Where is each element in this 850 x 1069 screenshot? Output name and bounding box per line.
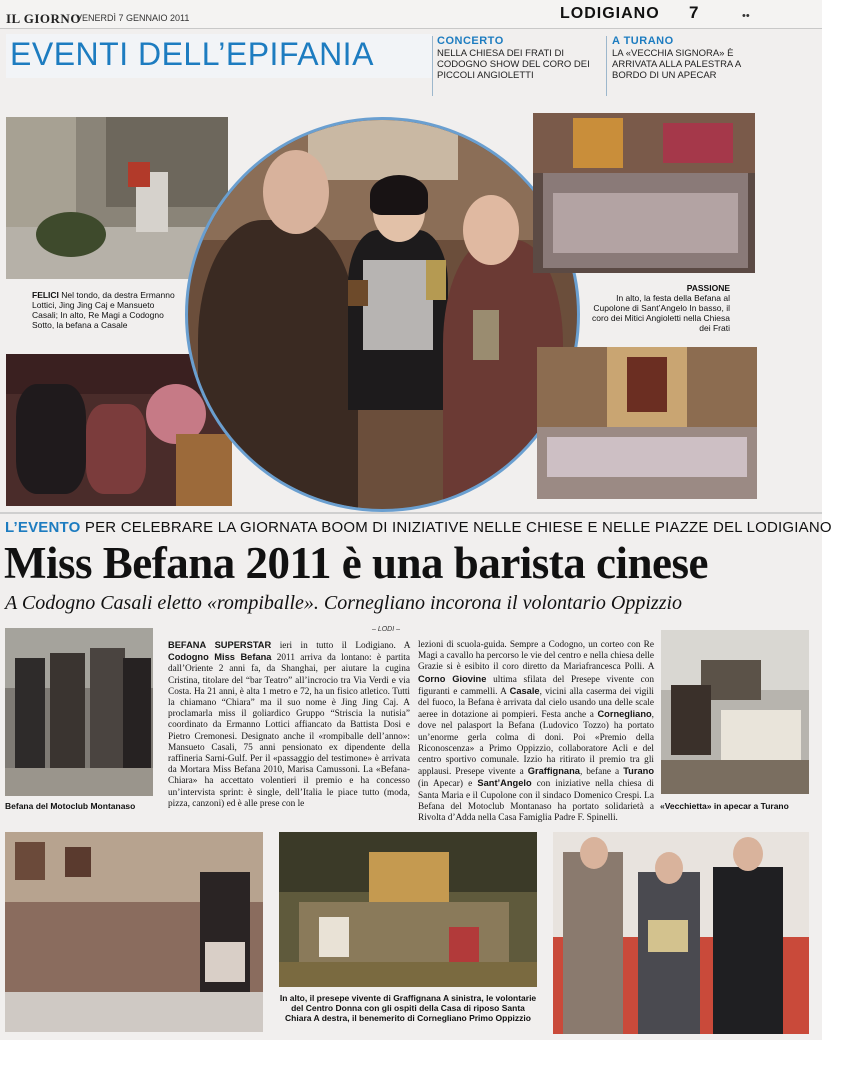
photo-presepe-graffignana bbox=[279, 832, 537, 987]
caption-motoclub: Befana del Motoclub Montanaso bbox=[5, 801, 136, 811]
article-lead: BEFANA SUPERSTAR bbox=[168, 640, 272, 650]
section-banner-title: EVENTI DELL’EPIFANIA bbox=[10, 36, 374, 72]
article-column-2 bbox=[418, 640, 654, 824]
photo-centro-donna bbox=[5, 832, 263, 1032]
article-text: ultima sfilata del Presepe vivente con figuranti e cammelli. A bbox=[418, 674, 654, 697]
newspaper-logo: IL GIORNO bbox=[6, 11, 81, 26]
photo-primo-oppizzio bbox=[553, 832, 809, 1034]
article-text: 2011 arriva da lontano: è partita dall’Oriente 2 anni fa, da Shanghai, per aiutare la cugina Cristina, titolare del “bar Teatro” all’incrocio tra Via Verdi e via Costa. Ha 21 anni, è alta 1 metro e 72, ha un fisico atletico. Tutti la chiamano “Chiara” ma il suo nome è Jing Jing Caj. A proclamarla miss il goliardico Gruppo “Striscia la nutisia” coordinato da Ermanno Lottici affiancato da Battista Dosi e Pietro Cremonesi. Designato anche il «rompiballe dell’anno»: Mansueto Casali, 75 anni pensionato ex dipendente della raffineria Sarni-Gulf. Per il «passaggio del testimone» è arrivata da Mortara Miss Befana 2010, Marisa Camussoni. La «Befana-Chiara» ha accettato volentieri il premio e ha concesso un’intervista sprint: è single, dell’Italia le piace tutto (moda, pizza, canzoni) ed è alle prese con le bbox=[168, 653, 410, 809]
teaser-divider bbox=[432, 36, 433, 96]
article-text: ieri in tutto il Lodigiano. A bbox=[279, 641, 410, 651]
article-text: lezioni di scuola-guida. Sempre a Codogno, un corteo con Re Magi a cavallo ha percorso le vie del centro e nella chiesa delle Grazie si è esibito il coro diretto da Mariafrancesca Polli. A bbox=[418, 640, 654, 673]
article-text: con iniziative nella chiesa di Santa Maria e il Cupolone con il sindaco Domenico Crespi. La Befana del Motoclub Montanaso ha portato solidarietà a Rivolta d’Adda nella Casa Famiglia Padre F. Spinelli. bbox=[418, 779, 655, 824]
article-town: Turano bbox=[623, 766, 655, 777]
caption-passione bbox=[580, 283, 730, 333]
page-dots: •• bbox=[742, 10, 750, 22]
issue-date: VENERDÌ 7 GENNAIO 2011 bbox=[76, 13, 190, 23]
article-town: Codogno Miss Befana bbox=[168, 652, 272, 663]
article-town: Cornegliano bbox=[597, 709, 652, 720]
caption-bottom: In alto, il presepe vivente di Graffignana A sinistra, le volontarie del Centro Donna con gli ospiti della Casa di riposo Santa Chiara A destra, il benemerito di Cornegliano Primo Oppizzio bbox=[279, 993, 537, 1023]
caption-text: In alto, la festa della Befana al Cupolone di Sant’Angelo In basso, il coro dei Mitici Angioletti nella Chiesa dei Frati bbox=[592, 293, 730, 333]
article-town: Corno Giovine bbox=[418, 673, 487, 684]
article-column-1 bbox=[168, 640, 410, 810]
caption-lead: FELICI bbox=[32, 290, 59, 300]
article-kicker bbox=[5, 519, 832, 536]
section-divider bbox=[0, 512, 822, 514]
photo-motoclub-montanaso bbox=[5, 628, 153, 796]
article-subhead: A Codogno Casali eletto «rompiballe». Cornegliano incorona il volontario Oppizzio bbox=[5, 592, 683, 614]
photo-miss-befana-award bbox=[185, 117, 580, 512]
article-text: , befane a bbox=[579, 767, 620, 778]
caption-vecchietta: «Vecchietta» in apecar a Turano bbox=[660, 801, 789, 811]
article-headline: Miss Befana 2011 è una barista cinese bbox=[4, 538, 709, 588]
teaser-divider bbox=[606, 36, 607, 96]
article-town: Graffignana bbox=[527, 766, 580, 777]
teaser-turano bbox=[612, 35, 762, 81]
teaser-heading: A TURANO bbox=[612, 35, 674, 47]
teaser-text: LA «VECCHIA SIGNORA» È ARRIVATA ALLA PALESTRA A BORDO DI UN APECAR bbox=[612, 48, 741, 81]
article-byline: – LODI – bbox=[372, 626, 401, 633]
teaser-concerto bbox=[437, 35, 597, 81]
article-text: , vicini alla caserma dei vigili del fuoco, la Befana è arrivata dal cielo usando una delle scale aeree in dotazione ai pompieri. Festa anche a bbox=[418, 686, 655, 721]
section-name: LODIGIANO bbox=[560, 5, 660, 22]
kicker-text: PER CELEBRARE LA GIORNATA BOOM DI INIZIATIVE NELLE CHIESE E NELLE PIAZZE DEL LODIGIANO bbox=[84, 519, 832, 536]
page-header bbox=[0, 0, 822, 29]
kicker-lead: L’EVENTO bbox=[5, 519, 81, 536]
caption-text: Nel tondo, da destra Ermanno Lottici, Jing Jing Caj e Mansueto Casali; In alto, Re Magi a Codogno Sotto, la befana a Casale bbox=[32, 290, 175, 330]
photo-vecchietta-turano bbox=[661, 630, 809, 794]
photo-coro-angioletti bbox=[537, 347, 757, 499]
article-text: (in Apecar) e bbox=[418, 779, 473, 790]
caption-lead: PASSIONE bbox=[686, 283, 730, 293]
teaser-text: NELLA CHIESA DEI FRATI DI CODOGNO SHOW DEL CORO DEI PICCOLI ANGIOLETTI bbox=[437, 48, 590, 81]
page-number: 7 bbox=[689, 3, 699, 22]
article-town: Casale bbox=[509, 685, 540, 696]
photo-festa-cupolone bbox=[533, 113, 755, 273]
article-text: , dove nel palasport la Befana (Ludovico Tozzo) ha portato un’enorme gerla colma di doni. Poi «Premio della Riconoscenza» a Primo Oppizzio, collaboratore Acli e del centro sportivo comunale. Izzio ha ritirato il premio tra gli applausi. Presepe vivente a bbox=[418, 710, 654, 778]
article-town: Sant’Angelo bbox=[477, 778, 532, 789]
caption-felici bbox=[32, 290, 182, 330]
teaser-heading: CONCERTO bbox=[437, 35, 504, 47]
